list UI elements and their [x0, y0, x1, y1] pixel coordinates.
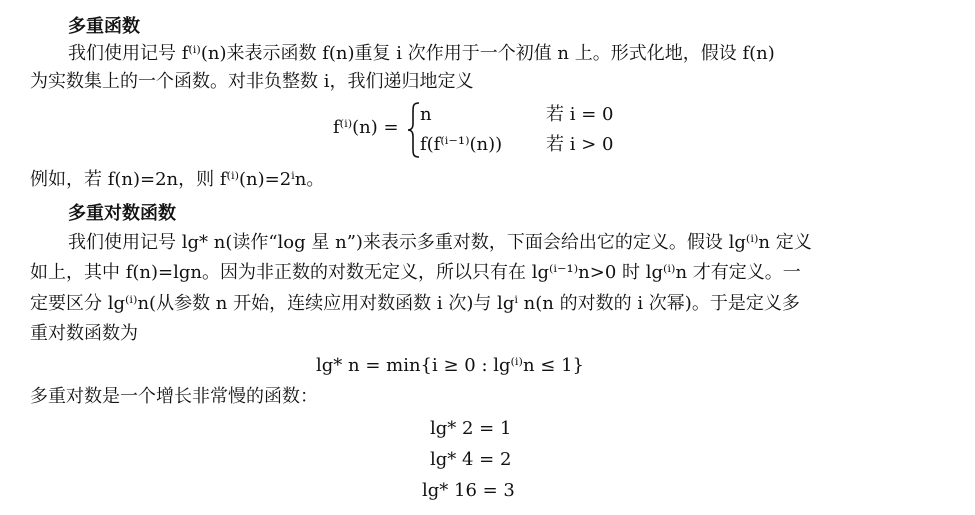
- definition-case1-expr: n: [420, 104, 432, 125]
- paragraph2-line4: 重对数函数为: [30, 323, 138, 344]
- heading-iterated-function: 多重函数: [68, 16, 140, 37]
- definition-case2-expr: f(f⁽ⁱ⁻¹⁾(n)): [420, 134, 503, 155]
- definition-case2-cond: 若 i > 0: [546, 134, 614, 155]
- growth-statement: 多重对数是一个增长非常慢的函数：: [30, 386, 318, 407]
- paragraph1-line2: 为实数集上的一个函数。对非负整数 i，我们递归地定义: [30, 71, 474, 92]
- example-line: 例如，若 f(n)=2n，则 f⁽ⁱ⁾(n)=2ⁱn。: [30, 169, 325, 190]
- lgstar-definition: lg* n = min{i ≥ 0 : lg⁽ⁱ⁾n ≤ 1}: [316, 355, 584, 376]
- heading-iterated-logarithm: 多重对数函数: [68, 203, 176, 224]
- definition-lhs: f⁽ⁱ⁾(n) =: [333, 117, 399, 138]
- paragraph2-line3: 定要区分 lg⁽ⁱ⁾n(从参数 n 开始，连续应用对数函数 i 次)与 lgⁱ n(n 的对数的 i 次幂)。于是定义多: [30, 293, 800, 314]
- left-brace-icon: [407, 102, 421, 158]
- paragraph1-line1: 我们使用记号 f⁽ⁱ⁾(n)来表示函数 f(n)重复 i 次作用于一个初值 n 上。形式化地，假设 f(n): [68, 43, 775, 64]
- definition-case1-cond: 若 i = 0: [546, 104, 614, 125]
- paragraph2-line2: 如上，其中 f(n)=lgn。因为非正数的对数无定义，所以只有在 lg⁽ⁱ⁻¹⁾n>0 时 lg⁽ⁱ⁾n 才有定义。一: [30, 262, 801, 283]
- example-lgstar-16: lg* 16 = 3: [422, 480, 515, 501]
- example-lgstar-4: lg* 4 = 2: [430, 449, 512, 470]
- paragraph2-line1: 我们使用记号 lg* n(读作“log 星 n”)来表示多重对数，下面会给出它的定义。假设 lg⁽ⁱ⁾n 定义: [68, 232, 812, 253]
- example-lgstar-2: lg* 2 = 1: [430, 418, 512, 439]
